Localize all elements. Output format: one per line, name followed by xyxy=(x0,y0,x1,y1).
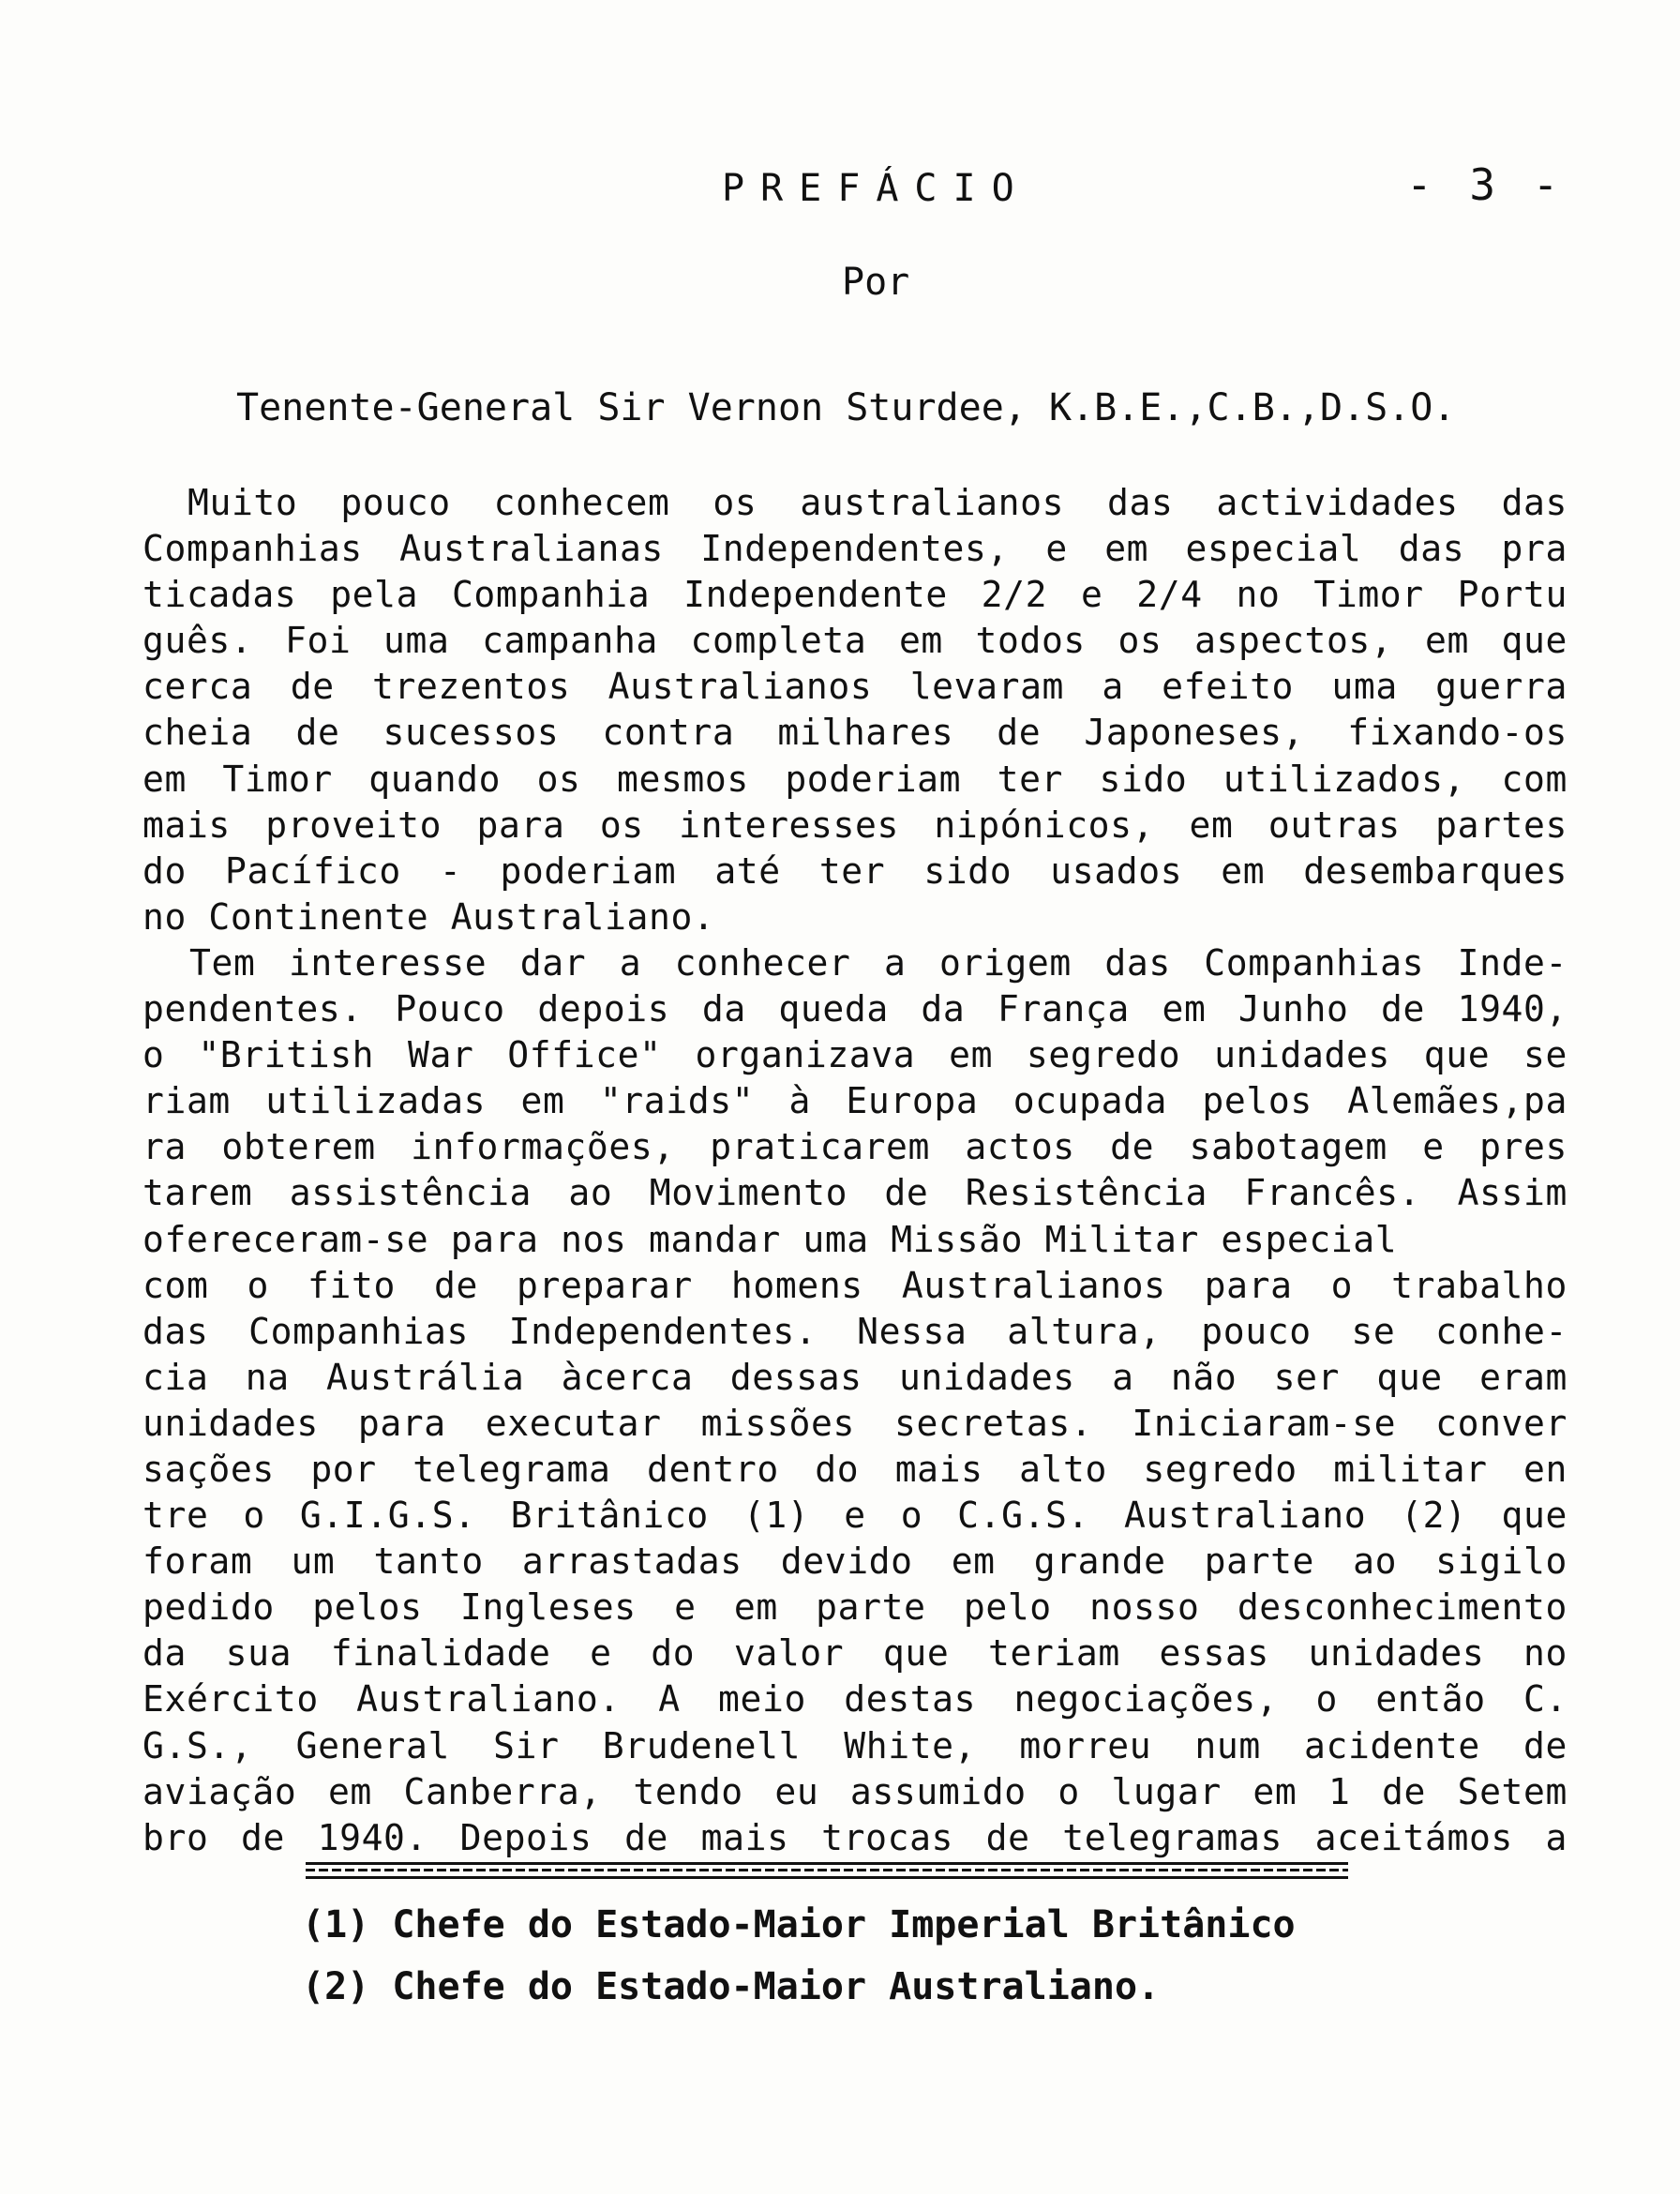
text-line: aviação em Canberra, tendo eu assumido o lugar em 1 de Setem xyxy=(142,1770,1568,1812)
byline: Por xyxy=(842,261,910,304)
author-line: Tenente-General Sir Vernon Sturdee, K.B.E.,C.B.,D.S.O. xyxy=(236,386,1456,429)
text-line: ofereceram-se para nos mandar uma Missão Militar especial xyxy=(142,1218,1398,1260)
text-line: bro de 1940. Depois de mais trocas de telegramas aceitámos a xyxy=(142,1816,1568,1858)
text-line: unidades para executar missões secretas. Iniciaram-se conver xyxy=(142,1402,1568,1444)
footnote-2: (2) Chefe do Estado-Maior Australiano. xyxy=(302,1965,1161,2008)
text-line: mais proveito para os interesses nipónicos, em outras partes xyxy=(142,804,1568,846)
text-line: das Companhias Independentes. Nessa altura, pouco se conhe- xyxy=(142,1310,1568,1352)
text-line: do Pacífico - poderiam até ter sido usados em desembarques xyxy=(142,849,1568,892)
text-line: riam utilizadas em "raids" à Europa ocupada pelos Alemães,pa xyxy=(142,1080,1568,1122)
text-line: guês. Foi uma campanha completa em todos os aspectos, em que xyxy=(142,620,1568,662)
text-line: ticadas pela Companhia Independente 2/2 e 2/4 no Timor Portu xyxy=(142,574,1568,616)
text-line: foram um tanto arrastadas devido em grande parte ao sigilo xyxy=(142,1540,1568,1583)
text-line: o "British War Office" organizava em segredo unidades que se xyxy=(142,1034,1568,1076)
footnotes xyxy=(302,1894,1296,2018)
text-line: Muito pouco conhecem os australianos das actividades das xyxy=(188,482,1568,523)
text-line: cia na Austrália àcerca dessas unidades a não ser que eram xyxy=(142,1356,1568,1398)
text-line: em Timor quando os mesmos poderiam ter sido utilizados, com xyxy=(142,758,1568,800)
page-number: - 3 - xyxy=(1406,159,1565,210)
footnote-1: (1) Chefe do Estado-Maior Imperial Britânico xyxy=(302,1903,1296,1946)
text-line: tre o G.I.G.S. Britânico (1) e o C.G.S. Australiano (2) que xyxy=(142,1495,1568,1537)
text-line: no Continente Australiano. xyxy=(142,895,715,938)
text-line: pedido pelos Ingleses e em parte pelo nosso desconhecimento xyxy=(142,1586,1568,1629)
text-line: cerca de trezentos Australianos levaram a efeito uma guerra xyxy=(142,666,1568,708)
text-line: cheia de sucessos contra milhares de Japoneses, fixando-os xyxy=(142,712,1568,754)
text-line: sações por telegrama dentro do mais alto segredo militar en xyxy=(142,1448,1568,1490)
body-text xyxy=(142,480,1568,1861)
text-line: pendentes. Pouco depois da queda da França em Junho de 1940, xyxy=(142,988,1568,1030)
page-title: PREFÁCIO xyxy=(722,167,1030,210)
footnote-divider xyxy=(306,1862,1348,1879)
text-line: da sua finalidade e do valor que teriam essas unidades no xyxy=(142,1632,1568,1675)
text-line: Companhias Australianas Independentes, e em especial das pra xyxy=(142,528,1568,570)
text-line: Tem interesse dar a conhecer a origem das Companhias Inde- xyxy=(189,941,1568,984)
text-line: ra obterem informações, praticarem actos de sabotagem e pres xyxy=(142,1126,1568,1168)
text-line: Exército Australiano. A meio destas negociações, o então C. xyxy=(142,1678,1568,1721)
text-line: tarem assistência ao Movimento de Resistência Francês. Assim xyxy=(142,1172,1568,1214)
text-line: G.S., General Sir Brudenell White, morreu num acidente de xyxy=(142,1724,1568,1766)
text-line: com o fito de preparar homens Australianos para o trabalho xyxy=(142,1264,1568,1306)
